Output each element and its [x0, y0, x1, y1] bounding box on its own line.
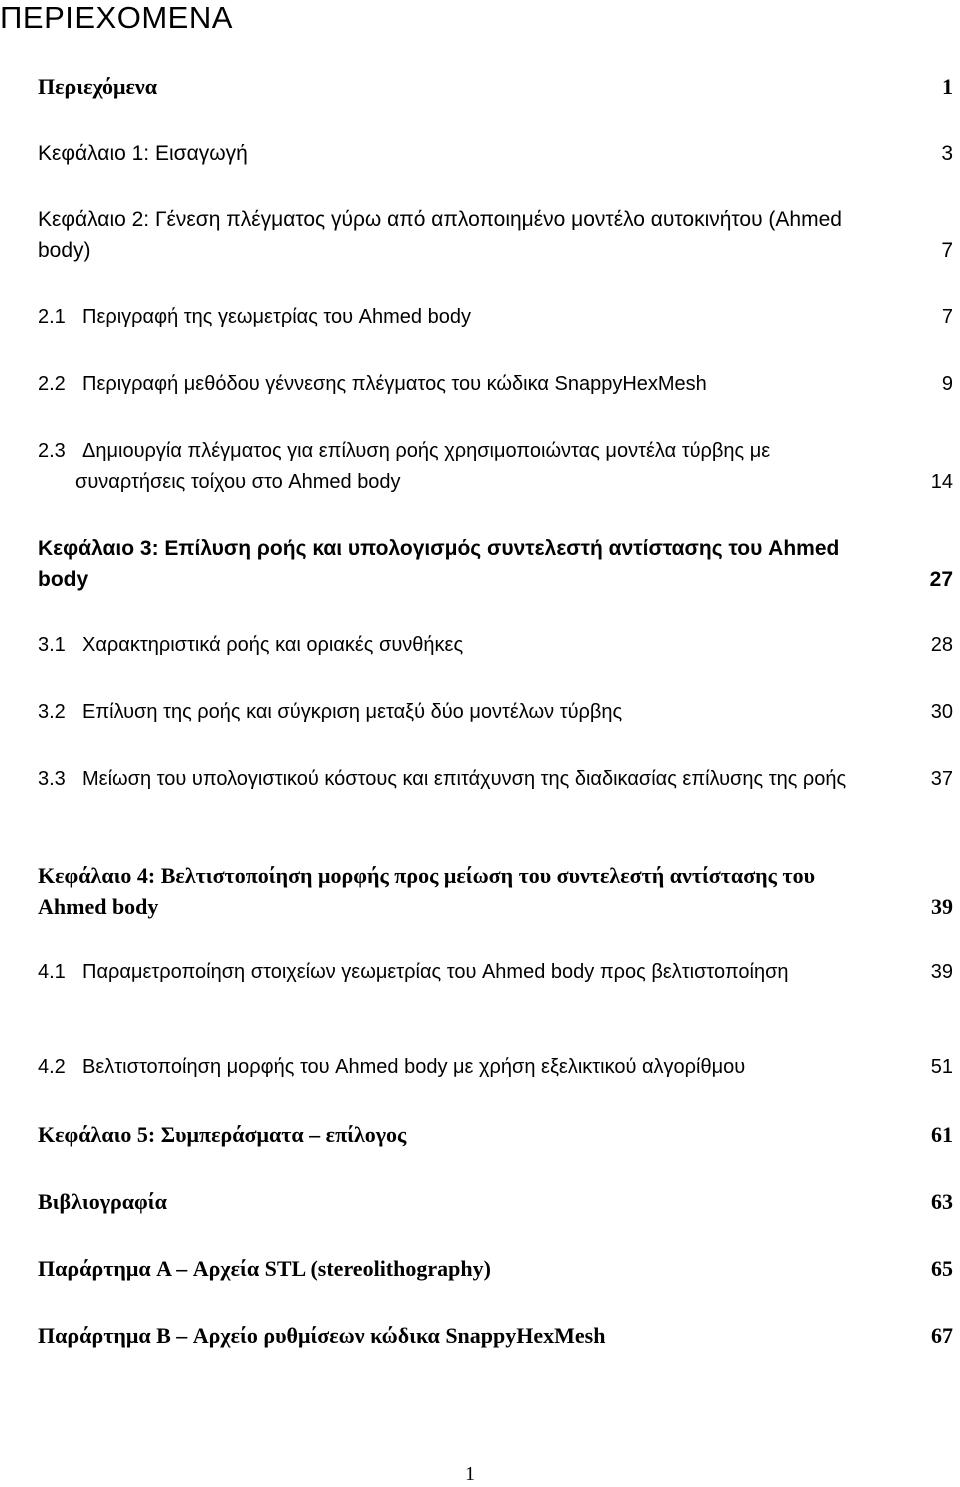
toc-section-number: 3.2	[38, 701, 66, 723]
toc-page-number: 63	[931, 1189, 953, 1214]
toc-section-number: 3.3	[38, 768, 66, 790]
toc-entry-title: Δημιουργία πλέγματος για επίλυση ροής χρησιμοποιώντας μοντέλα τύρβης με συναρτήσεις τοίχου στο Ahmed body	[75, 440, 771, 493]
toc-entry-title: Περιγραφή της γεωμετρίας του Ahmed body	[82, 306, 471, 328]
toc-entry-section-4-2[interactable]	[38, 1052, 953, 1083]
toc-entry-section-4-1[interactable]	[38, 957, 953, 988]
toc-page-number: 7	[941, 306, 953, 328]
toc-section-number: 4.1	[38, 961, 66, 983]
toc-page-number: 37	[930, 768, 953, 790]
toc-entry-section-2-2[interactable]	[38, 369, 953, 400]
toc-section-number: 3.1	[38, 634, 66, 656]
toc-entry-section-2-1[interactable]	[38, 302, 953, 333]
toc-page-number: 14	[930, 471, 953, 493]
toc-entry-appendix-b[interactable]	[38, 1320, 953, 1351]
toc-page-number: 65	[931, 1256, 953, 1281]
toc-page-number: 39	[931, 894, 953, 919]
toc-entry-contents[interactable]	[38, 71, 953, 102]
toc-page-number: 3	[941, 142, 953, 165]
toc-entry-chapter-2[interactable]	[38, 204, 953, 266]
toc-entry-title: Χαρακτηριστικά ροής και οριακές συνθήκες	[82, 634, 464, 656]
toc-entry-chapter-1[interactable]	[38, 138, 953, 169]
toc-entry-chapter-5[interactable]	[38, 1119, 953, 1150]
toc-page-number: 67	[931, 1323, 953, 1348]
toc-entry-bibliography[interactable]	[38, 1186, 953, 1217]
toc-entry-title: Βελτιστοποίηση μορφής του Ahmed body με χρήση εξελικτικού αλγορίθμου	[82, 1056, 746, 1078]
toc-entry-chapter-3[interactable]	[38, 533, 953, 595]
toc-entry-title: Μείωση του υπολογιστικού κόστους και επιτάχυνση της διαδικασίας επίλυσης της ροής	[82, 768, 847, 790]
toc-entry-title: Περιγραφή μεθόδου γέννεσης πλέγματος του κώδικα SnappyHexMesh	[82, 373, 707, 395]
toc-page-number: 9	[941, 373, 953, 395]
toc-page-number: 1	[942, 74, 953, 99]
toc-page-number: 51	[930, 1056, 953, 1078]
toc-page-number: 30	[930, 701, 953, 723]
toc-entry-section-2-3[interactable]	[38, 436, 953, 498]
toc-entry-chapter-4[interactable]	[38, 860, 953, 922]
toc-section-number: 2.1	[38, 306, 66, 328]
toc-entry-title: Παράρτημα A – Αρχεία STL (stereolithography)	[38, 1256, 491, 1281]
toc-entry-title: Κεφάλαιο 3: Επίλυση ροής και υπολογισμός συντελεστή αντίστασης του Ahmed body	[38, 537, 840, 591]
toc-entry-title: Κεφάλαιο 2: Γένεση πλέγματος γύρω από απλοποιημένο μοντέλο αυτοκινήτου (Ahmed body)	[38, 208, 842, 262]
toc-page-number: 61	[931, 1122, 953, 1147]
toc-entry-title: Βιβλιογραφία	[38, 1189, 167, 1214]
toc-entry-title: Περιεχόμενα	[38, 74, 158, 99]
toc-section-number: 2.3	[38, 440, 66, 462]
toc-page-number: 27	[929, 568, 953, 591]
toc-page-number: 39	[930, 961, 953, 983]
toc-entry-section-3-1[interactable]	[38, 630, 953, 661]
toc-entry-section-3-2[interactable]	[38, 697, 953, 728]
toc-entry-title: Επίλυση της ροής και σύγκριση μεταξύ δύο μοντέλων τύρβης	[82, 701, 623, 723]
toc-entry-appendix-a[interactable]	[38, 1253, 953, 1284]
toc-entry-title: Κεφάλαιο 5: Συμπεράσματα – επίλογος	[38, 1122, 407, 1147]
toc-section-number: 2.2	[38, 373, 66, 395]
footer-page-number: 1	[465, 1463, 475, 1485]
page-title: ΠΕΡΙΕΧΟΜΕΝΑ	[0, 0, 233, 35]
toc-page-number: 7	[941, 239, 953, 262]
toc-entry-section-3-3[interactable]	[38, 764, 953, 795]
toc-entry-title: Κεφάλαιο 1: Εισαγωγή	[38, 142, 248, 165]
toc-entry-title: Κεφάλαιο 4: Βελτιστοποίηση μορφής προς μείωση του συντελεστή αντίστασης του Ahmed body	[38, 863, 815, 919]
toc-entry-title: Παράρτημα B – Αρχείο ρυθμίσεων κώδικα SnappyHexMesh	[38, 1323, 606, 1348]
toc-entry-title: Παραμετροποίηση στοιχείων γεωμετρίας του Ahmed body προς βελτιστοποίηση	[82, 961, 789, 983]
toc-page-number: 28	[930, 634, 953, 656]
toc-section-number: 4.2	[38, 1056, 66, 1078]
